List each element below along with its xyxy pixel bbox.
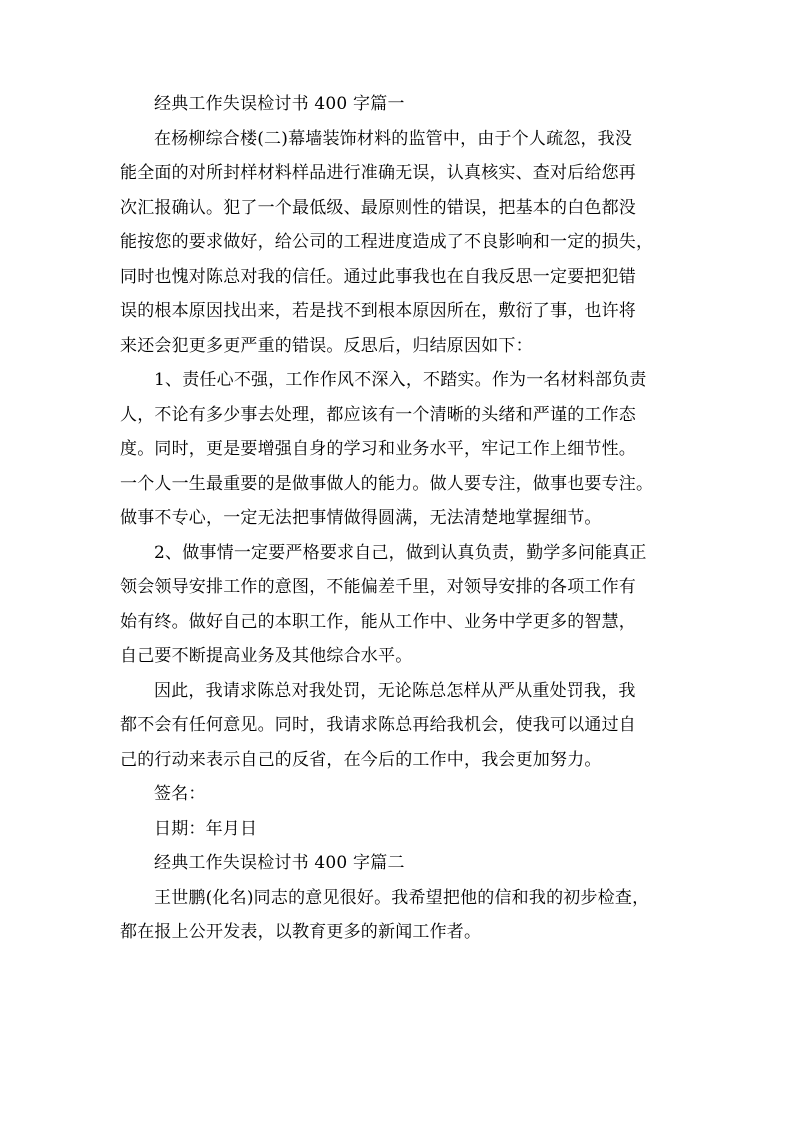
document-page <box>120 87 676 950</box>
paragraph-line: 能按您的要求做好，给公司的工程进度造成了不良影响和一定的损失， <box>120 232 654 252</box>
paragraph-line: 己的行动来表示自己的反省，在今后的工作中，我会更加努力。 <box>120 749 602 770</box>
paragraph-line: 2、做事情一定要严格要求自己，做到认真负责，勤学多问能真正 <box>154 542 647 563</box>
paragraph-line: 误的根本原因找出来，若是找不到根本原因所在，敷衍了事，也许将 <box>120 301 636 321</box>
paragraph-line: 都在报上公开发表，以教育更多的新闻工作者。 <box>120 922 482 942</box>
paragraph-line: 始有终。做好自己的本职工作，能从工作中、业务中学更多的智慧， <box>120 611 636 632</box>
paragraph-line: 自己要不断提高业务及其他综合水平。 <box>120 646 413 666</box>
paragraph-line: 王世鹏(化名)同志的意见很好。我希望把他的信和我的初步检查， <box>154 887 650 908</box>
section-1-paragraph-2 <box>120 363 676 536</box>
section-2-title: 经典工作失误检讨书 400 字篇二 <box>154 853 405 873</box>
paragraph-line: 因此，我请求陈总对我处罚，无论陈总怎样从严从重处罚我，我 <box>154 680 636 701</box>
paragraph-line: 度。同时，更是要增强自身的学习和业务水平，牢记工作上细节性。 <box>120 439 636 459</box>
date-label: 日期：年月日 <box>154 818 258 839</box>
section-1-title: 经典工作失误检讨书 400 字篇一 <box>154 94 405 114</box>
paragraph-line: 都不会有任何意见。同时，我请求陈总再给我机会，使我可以通过自 <box>120 715 636 735</box>
paragraph-line: 次汇报确认。犯了一个最低级、最原则性的错误，把基本的白色都没 <box>120 197 636 218</box>
section-1-paragraph-3 <box>120 536 676 674</box>
paragraph-line: 能全面的对所封样材料样品进行准确无误，认真核实、查对后给您再 <box>120 163 636 183</box>
signature-label: 签名： <box>154 784 206 804</box>
paragraph-line: 1、责任心不强，工作作风不深入，不踏实。作为一名材料部负责 <box>154 370 647 390</box>
paragraph-line: 来还会犯更多更严重的错误。反思后，归结原因如下： <box>120 335 533 356</box>
paragraph-line: 人，不论有多少事去处理，都应该有一个清晰的头绪和严谨的工作态 <box>120 404 636 425</box>
section-1-paragraph-1 <box>120 122 676 364</box>
paragraph-line: 在杨柳综合楼(二)幕墙装饰材料的监管中，由于个人疏忽，我没 <box>154 128 633 149</box>
paragraph-line: 一个人一生最重要的是做事做人的能力。做人要专注，做事也要专注。 <box>120 473 654 494</box>
paragraph-line: 做事不专心，一定无法把事情做得圆满，无法清楚地掌握细节。 <box>120 508 602 528</box>
section-2-paragraph-1 <box>120 881 676 950</box>
section-1-paragraph-4 <box>120 674 676 778</box>
paragraph-line: 领会领导安排工作的意图，不能偏差千里，对领导安排的各项工作有 <box>120 577 636 597</box>
paragraph-line: 同时也愧对陈总对我的信任。通过此事我也在自我反思一定要把犯错 <box>120 266 636 287</box>
